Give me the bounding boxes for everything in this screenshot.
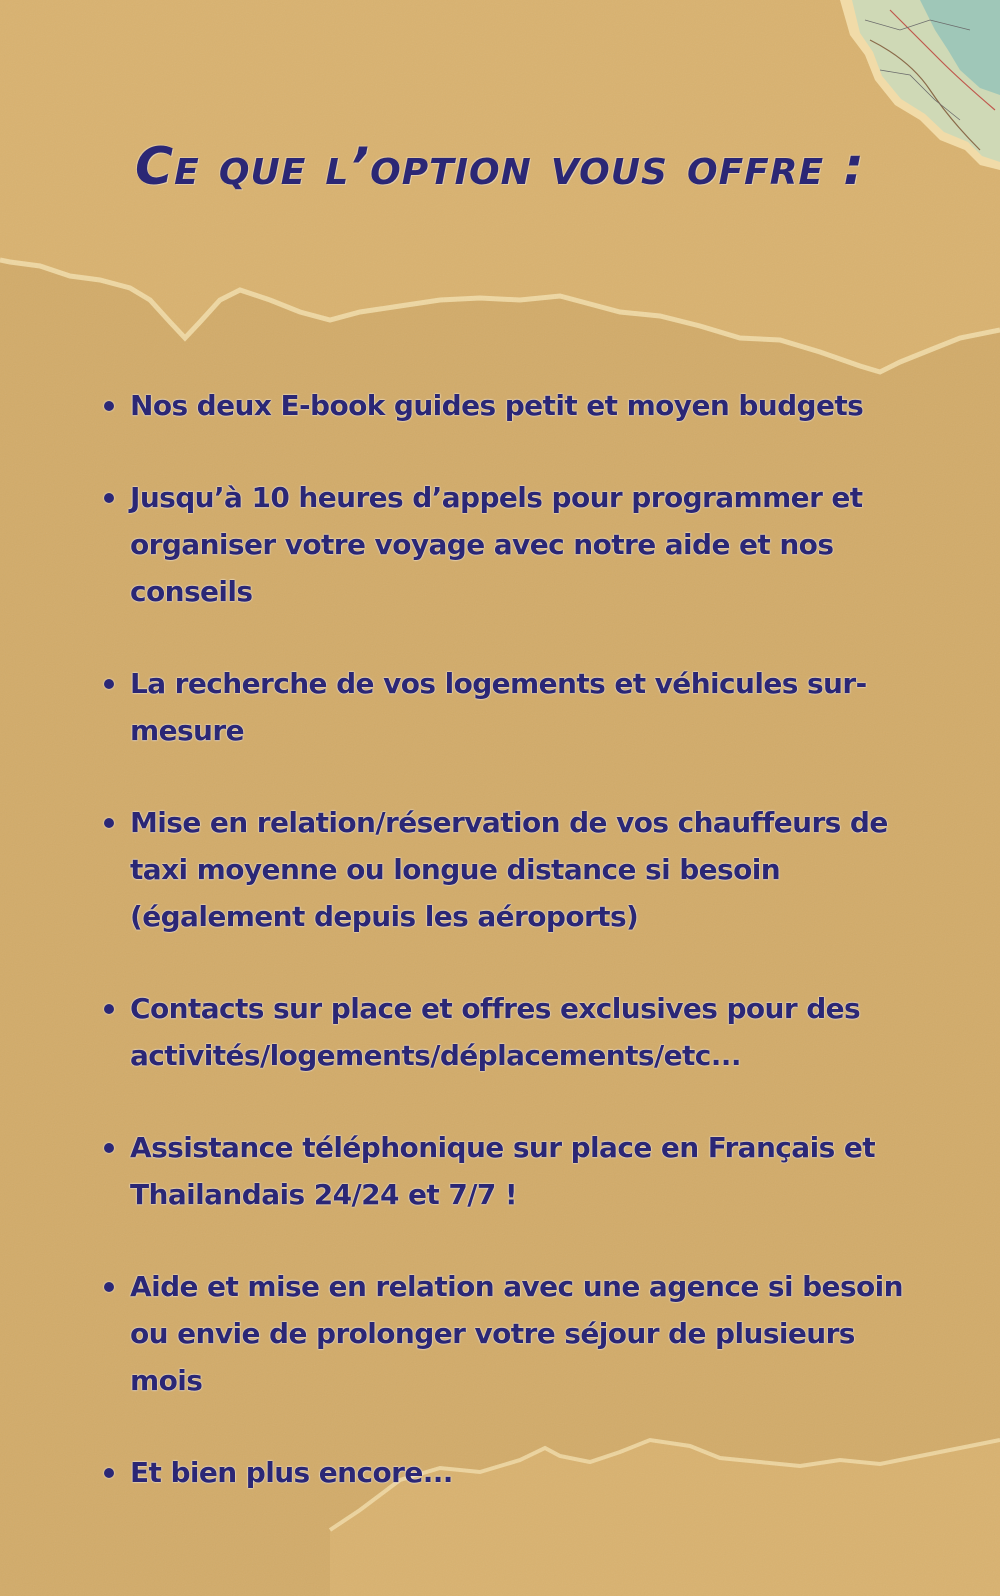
list-item — [100, 660, 915, 754]
list-item-text: Et bien plus encore... — [130, 1456, 453, 1489]
bullet-icon — [104, 1143, 114, 1153]
list-item-text: Contacts sur place et offres exclusives pour des activités/logements/déplacements/etc... — [130, 992, 861, 1072]
page-title: Ce que l’option vous offre : — [135, 137, 865, 197]
bullet-icon — [104, 679, 114, 689]
list-item — [100, 1124, 915, 1218]
bullet-icon — [104, 1282, 114, 1292]
bullet-icon — [104, 493, 114, 503]
list-item-text: Nos deux E-book guides petit et moyen budgets — [130, 389, 864, 422]
list-item — [100, 1263, 915, 1404]
list-item-text: Mise en relation/réservation de vos chauffeurs de taxi moyenne ou longue distance si besoin (également depuis les aéroports) — [130, 806, 888, 933]
list-item — [100, 474, 915, 615]
bullet-icon — [104, 818, 114, 828]
list-item — [100, 1449, 915, 1496]
bullet-icon — [104, 401, 114, 411]
list-item — [100, 985, 915, 1079]
list-item — [100, 799, 915, 940]
bullet-icon — [104, 1468, 114, 1478]
offer-list — [100, 382, 915, 1541]
list-item-text: La recherche de vos logements et véhicules sur-mesure — [130, 667, 867, 747]
list-item-text: Jusqu’à 10 heures d’appels pour programmer et organiser votre voyage avec notre aide et nos conseils — [130, 481, 863, 608]
list-item-text: Aide et mise en relation avec une agence si besoin ou envie de prolonger votre séjour de plusieurs mois — [130, 1270, 903, 1397]
list-item — [100, 382, 915, 429]
list-item-text: Assistance téléphonique sur place en Français et Thailandais 24/24 et 7/7 ! — [130, 1131, 875, 1211]
bullet-icon — [104, 1004, 114, 1014]
